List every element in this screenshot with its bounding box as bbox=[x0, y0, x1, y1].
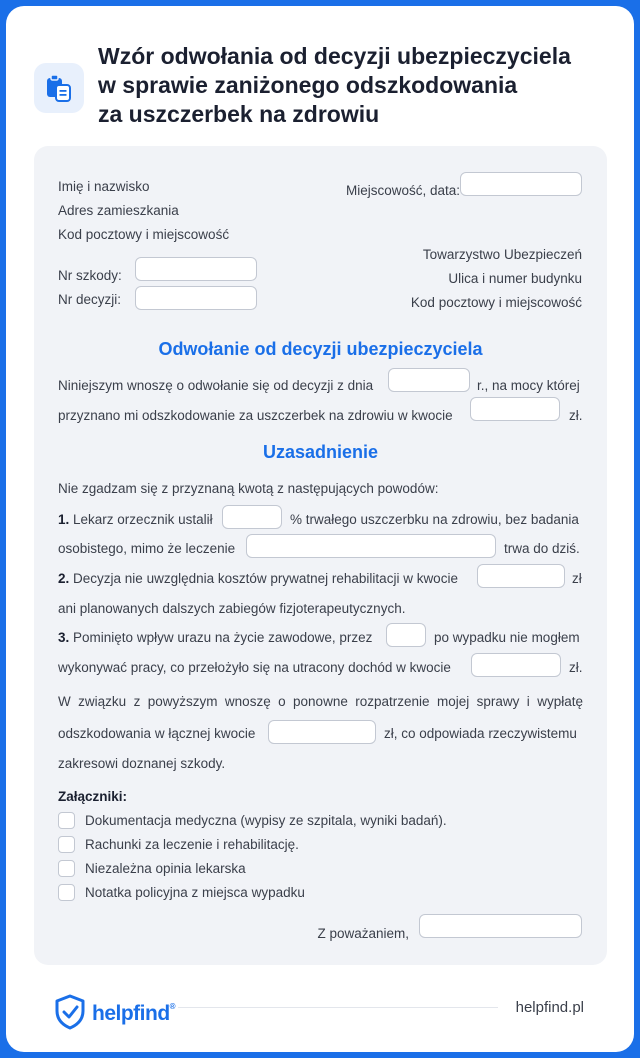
letter-card bbox=[34, 146, 607, 965]
reason-text: Decyzja nie uwzględnia kosztów prywatnej rehabilitacji w kwocie bbox=[73, 571, 458, 586]
reason-3-text: wykonywać pracy, co przełożyło się na utracony dochód w kwocie bbox=[58, 660, 451, 675]
attachment-checkbox[interactable] bbox=[58, 884, 75, 901]
reason-text: Pominięto wpływ urazu na życie zawodowe, przez bbox=[73, 630, 373, 645]
place-date-field[interactable] bbox=[460, 172, 582, 196]
justification-heading: Uzasadnienie bbox=[262, 442, 379, 462]
reason-1-text: trwa do dziś. bbox=[504, 541, 580, 556]
signoff: Z poważaniem, bbox=[317, 926, 409, 941]
clipboard-document-icon bbox=[34, 63, 84, 113]
conclusion-text: zł, co odpowiada rzeczywistemu bbox=[384, 726, 577, 741]
conclusion-text: zakresowi doznanej szkody. bbox=[58, 756, 226, 771]
title-line: za uszczerbek na zdrowiu bbox=[98, 101, 380, 127]
brand-name-text: helpfind bbox=[92, 1002, 170, 1025]
sender-name: Imię i nazwisko bbox=[58, 179, 150, 194]
title-line: Wzór odwołania od decyzji ubezpieczyciela bbox=[98, 43, 571, 69]
reason-1-text: osobistego, mimo że leczenie bbox=[58, 541, 236, 556]
recipient-company: Towarzystwo Ubezpieczeń bbox=[422, 247, 582, 262]
reason-number: 3. bbox=[58, 630, 70, 645]
page-title bbox=[98, 42, 608, 129]
attachments-heading-text: Załączniki: bbox=[58, 789, 128, 804]
injury-percent-field[interactable] bbox=[222, 505, 282, 529]
appeal-heading: Odwołanie od decyzji ubezpieczyciela bbox=[158, 339, 483, 359]
attachment-label: Niezależna opinia lekarska bbox=[85, 861, 246, 876]
rehab-cost-field[interactable] bbox=[477, 564, 565, 588]
reason-1-text bbox=[58, 511, 213, 529]
attachments-heading bbox=[58, 788, 127, 806]
registered-mark: ® bbox=[169, 1002, 176, 1011]
shield-check-icon bbox=[54, 994, 86, 1030]
lost-income-field[interactable] bbox=[471, 653, 561, 677]
justification-intro: Nie zgadzam się z przyznaną kwotą z następujących powodów: bbox=[58, 481, 439, 496]
attachment-label: Dokumentacja medyczna (wypisy ze szpitala, wyniki badań). bbox=[85, 813, 447, 828]
decision-number-field[interactable] bbox=[135, 286, 257, 310]
reason-number: 1. bbox=[58, 512, 70, 527]
place-date-label: Miejscowość, data: bbox=[345, 183, 460, 198]
document-frame bbox=[6, 6, 634, 1052]
decision-date-field[interactable] bbox=[388, 368, 470, 392]
attachment-checkbox[interactable] bbox=[58, 836, 75, 853]
footer-divider bbox=[178, 1007, 498, 1008]
reason-2-text bbox=[58, 570, 458, 588]
sender-postal: Kod pocztowy i miejscowość bbox=[58, 227, 230, 242]
granted-amount-field[interactable] bbox=[470, 397, 560, 421]
site-link[interactable]: helpfind.pl bbox=[515, 999, 584, 1016]
brand-logo[interactable] bbox=[54, 994, 176, 1034]
sender-address: Adres zamieszkania bbox=[58, 203, 179, 218]
signature-field[interactable] bbox=[419, 914, 582, 938]
attachment-label: Notatka policyjna z miejsca wypadku bbox=[85, 885, 305, 900]
brand-name bbox=[92, 1002, 175, 1026]
conclusion-text: W związku z powyższym wnoszę o ponowne rozpatrzenie mojej sprawy i wypłatę bbox=[58, 694, 583, 709]
time-off-field[interactable] bbox=[386, 623, 426, 647]
recipient-postal: Kod pocztowy i miejscowość bbox=[410, 295, 582, 310]
reason-2-text: ani planowanych dalszych zabiegów fizjoterapeutycznych. bbox=[58, 601, 406, 616]
reason-1-text: % trwałego uszczerbku na zdrowiu, bez badania bbox=[290, 512, 579, 527]
treatment-field[interactable] bbox=[246, 534, 496, 558]
reason-3-text: zł. bbox=[569, 660, 583, 675]
decision-number-label: Nr decyzji: bbox=[58, 292, 122, 307]
attachment-checkbox[interactable] bbox=[58, 812, 75, 829]
appeal-text: przyznano mi odszkodowanie za uszczerbek na zdrowiu w kwocie bbox=[58, 408, 453, 423]
reason-3-text bbox=[58, 629, 372, 647]
reason-text: Lekarz orzecznik ustalił bbox=[73, 512, 213, 527]
reason-3-text: po wypadku nie mogłem bbox=[434, 630, 580, 645]
title-line: w sprawie zaniżonego odszkodowania bbox=[98, 72, 518, 98]
total-amount-field[interactable] bbox=[268, 720, 376, 744]
attachment-label: Rachunki za leczenie i rehabilitację. bbox=[85, 837, 299, 852]
appeal-text: r., na mocy której bbox=[477, 378, 580, 393]
claim-number-field[interactable] bbox=[135, 257, 257, 281]
attachment-checkbox[interactable] bbox=[58, 860, 75, 877]
reason-2-text: zł bbox=[572, 571, 582, 586]
appeal-text: zł. bbox=[569, 408, 583, 423]
claim-number-label: Nr szkody: bbox=[58, 268, 122, 283]
recipient-street: Ulica i numer budynku bbox=[448, 271, 582, 286]
conclusion-text: odszkodowania w łącznej kwocie bbox=[58, 726, 256, 741]
reason-number: 2. bbox=[58, 571, 70, 586]
appeal-text: Niniejszym wnoszę o odwołanie się od decyzji z dnia bbox=[58, 378, 374, 393]
